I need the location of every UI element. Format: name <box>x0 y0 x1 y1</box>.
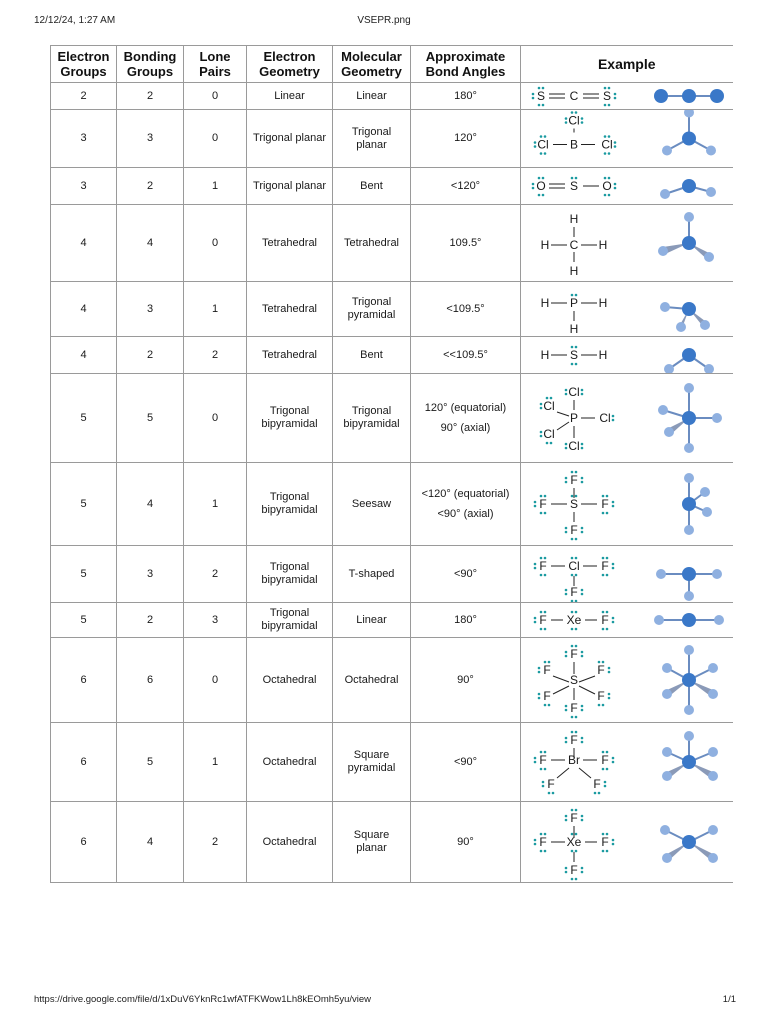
example-atom-label: F <box>570 733 578 747</box>
example-atom-label: Cl <box>537 137 549 152</box>
cell-molecular-geometry: Trigonal bipyramidal <box>333 374 411 463</box>
example-atom-label: P <box>569 296 579 310</box>
cell-bonding-groups: 5 <box>117 374 184 463</box>
lewis-structure <box>529 337 619 373</box>
outer-atom <box>658 246 668 256</box>
ball-and-stick-model <box>653 282 725 336</box>
outer-atom <box>654 615 664 625</box>
document-title: VSEPR.png <box>357 15 411 26</box>
example-atom-label: F <box>570 863 578 877</box>
cell-electron-groups: 2 <box>51 83 117 110</box>
cell-electron-geometry: Tetrahedral <box>247 282 333 337</box>
outer-atom <box>664 427 674 437</box>
central-atom <box>682 673 696 687</box>
central-atom <box>682 613 696 627</box>
table-row <box>51 83 733 110</box>
outer-atom <box>684 110 694 118</box>
example-atom-label: F <box>597 689 605 703</box>
table-header-row <box>51 46 733 83</box>
cell-example <box>521 802 733 883</box>
cell-bonding-groups: 2 <box>117 83 184 110</box>
cell-molecular-geometry: Seesaw <box>333 463 411 546</box>
central-atom <box>682 755 696 769</box>
cell-bonding-groups: 3 <box>117 546 184 603</box>
cell-bond-angles: 90° <box>411 802 521 883</box>
cell-electron-geometry: Octahedral <box>247 638 333 723</box>
cell-electron-geometry: Trigonal planar <box>247 168 333 205</box>
example-atom-label: H <box>569 264 579 278</box>
table-row <box>51 463 733 546</box>
example-atom-label: F <box>543 689 551 703</box>
lewis-structure <box>529 168 619 204</box>
lewis-structure <box>529 374 619 462</box>
cell-bonding-groups: 5 <box>117 723 184 802</box>
example-atom-label: F <box>547 777 555 791</box>
lewis-structure <box>529 282 619 336</box>
example-atom-label: Cl <box>568 439 580 453</box>
cell-bonding-groups: 2 <box>117 337 184 374</box>
example-atom-label: S <box>569 673 579 687</box>
central-atom <box>682 179 696 193</box>
example-atom-label: Xe <box>566 835 582 849</box>
cell-molecular-geometry: Trigonal pyramidal <box>333 282 411 337</box>
outer-atom <box>684 473 694 483</box>
cell-electron-groups: 6 <box>51 723 117 802</box>
table-row <box>51 546 733 603</box>
cell-bond-angles: <90° <box>411 723 521 802</box>
central-atom <box>682 132 696 146</box>
cell-molecular-geometry: T-shaped <box>333 546 411 603</box>
example-atom-label: Cl <box>601 137 613 152</box>
cell-electron-groups: 4 <box>51 337 117 374</box>
lewis-structure <box>529 603 619 637</box>
lewis-structure <box>529 205 619 281</box>
example-atom-label: F <box>570 811 578 825</box>
cell-bond-angles: <120° <box>411 168 521 205</box>
cell-lone-pairs: 1 <box>184 282 247 337</box>
outer-atom <box>700 320 710 330</box>
cell-lone-pairs: 2 <box>184 546 247 603</box>
example-atom-label: F <box>601 753 609 767</box>
example-atom-label: O <box>602 179 612 193</box>
cell-lone-pairs: 1 <box>184 723 247 802</box>
outer-atom <box>662 747 672 757</box>
cell-bond-angles: 120° (equatorial) 90° (axial) <box>411 374 521 463</box>
cell-electron-groups: 6 <box>51 638 117 723</box>
ball-and-stick-model <box>653 83 725 109</box>
cell-electron-geometry: Trigonal bipyramidal <box>247 603 333 638</box>
outer-atom <box>684 443 694 453</box>
cell-lone-pairs: 3 <box>184 603 247 638</box>
outer-atom <box>708 825 718 835</box>
cell-electron-geometry: Trigonal bipyramidal <box>247 463 333 546</box>
cell-example <box>521 638 733 723</box>
ball-and-stick-model <box>653 802 725 882</box>
example-atom-label: S <box>569 179 579 193</box>
example-atom-label: B <box>569 137 579 152</box>
outer-atom <box>708 771 718 781</box>
cell-bonding-groups: 4 <box>117 205 184 282</box>
outer-atom <box>684 525 694 535</box>
example-atom-label: F <box>570 523 578 537</box>
ball-and-stick-model <box>653 110 725 167</box>
cell-example <box>521 374 733 463</box>
outer-atom <box>662 146 672 156</box>
table-row <box>51 638 733 723</box>
lewis-structure <box>529 546 619 602</box>
outer-atom <box>706 187 716 197</box>
example-atom-label: H <box>598 238 608 252</box>
table-row <box>51 374 733 463</box>
example-atom-label: F <box>601 835 609 849</box>
cell-bonding-groups: 6 <box>117 638 184 723</box>
table-row <box>51 603 733 638</box>
cell-bond-angles: 180° <box>411 83 521 110</box>
cell-example <box>521 546 733 603</box>
cell-bond-angles: 120° <box>411 110 521 168</box>
example-atom-label: H <box>540 296 550 310</box>
cell-bond-angles: <90° <box>411 546 521 603</box>
cell-molecular-geometry: Linear <box>333 83 411 110</box>
cell-bonding-groups: 4 <box>117 463 184 546</box>
header-lone-pairs: Lone Pairs <box>184 46 247 83</box>
cell-bond-angles: 109.5° <box>411 205 521 282</box>
ball-and-stick-model <box>653 638 725 722</box>
example-atom-label: F <box>543 663 551 677</box>
header-electron-geometry: Electron Geometry <box>247 46 333 83</box>
central-atom <box>682 89 696 103</box>
cell-bonding-groups: 2 <box>117 603 184 638</box>
cell-example <box>521 337 733 374</box>
cell-bonding-groups: 2 <box>117 168 184 205</box>
header-bonding-groups: Bonding Groups <box>117 46 184 83</box>
example-atom-label: Cl <box>568 385 580 399</box>
cell-example <box>521 168 733 205</box>
example-atom-label: O <box>536 179 546 193</box>
outer-atom <box>708 689 718 699</box>
lewis-structure <box>529 723 619 801</box>
lewis-structure <box>529 802 619 882</box>
example-atom-label: C <box>569 89 579 103</box>
example-atom-label: F <box>570 473 578 487</box>
outer-atom <box>684 731 694 741</box>
cell-bond-angles: 180° <box>411 603 521 638</box>
cell-electron-groups: 5 <box>51 603 117 638</box>
lewis-structure <box>529 463 619 545</box>
example-atom-label: Cl <box>543 427 555 441</box>
outer-atom <box>684 645 694 655</box>
outer-atom <box>708 663 718 673</box>
outer-atom <box>660 825 670 835</box>
cell-example <box>521 83 733 110</box>
outer-atom <box>662 771 672 781</box>
example-atom-label: F <box>539 835 547 849</box>
outer-atom <box>712 413 722 423</box>
cell-example <box>521 463 733 546</box>
lewis-structure <box>529 83 619 109</box>
source-url[interactable]: https://drive.google.com/file/d/1xDuV6YknRc1wfATFKWow1Lh8kEOmh5yu/view <box>34 994 372 1005</box>
cell-bond-angles: 90° <box>411 638 521 723</box>
central-atom <box>682 835 696 849</box>
cell-example <box>521 723 733 802</box>
example-atom-label: F <box>593 777 601 791</box>
cell-bond-angles: <120° (equatorial) <90° (axial) <box>411 463 521 546</box>
cell-electron-geometry: Linear <box>247 83 333 110</box>
outer-atom <box>684 383 694 393</box>
cell-electron-groups: 4 <box>51 282 117 337</box>
example-atom-label: F <box>539 753 547 767</box>
header-molecular-geometry: Molecular Geometry <box>333 46 411 83</box>
outer-atom <box>676 322 686 332</box>
example-atom-label: Cl <box>599 411 611 425</box>
ball-and-stick-model <box>653 723 725 801</box>
example-atom-label: F <box>570 701 578 715</box>
example-atom-label: H <box>540 348 550 362</box>
lewis-structure <box>529 110 619 167</box>
cell-lone-pairs: 2 <box>184 337 247 374</box>
table-row <box>51 282 733 337</box>
outer-atom <box>660 189 670 199</box>
example-atom-label: H <box>598 348 608 362</box>
table-row <box>51 110 733 168</box>
ball-and-stick-model <box>653 205 725 281</box>
cell-example <box>521 282 733 337</box>
example-atom-label: H <box>598 296 608 310</box>
cell-molecular-geometry: Trigonal planar <box>333 110 411 168</box>
cell-electron-geometry: Trigonal planar <box>247 110 333 168</box>
central-atom <box>682 302 696 316</box>
example-atom-label: F <box>597 663 605 677</box>
page-number: 1/1 <box>722 994 736 1005</box>
cell-lone-pairs: 0 <box>184 83 247 110</box>
outer-atom <box>662 853 672 863</box>
outer-atom <box>708 853 718 863</box>
table-row <box>51 205 733 282</box>
cell-molecular-geometry: Octahedral <box>333 638 411 723</box>
central-atom <box>682 236 696 250</box>
outer-atom <box>656 569 666 579</box>
outer-atom <box>684 212 694 222</box>
example-atom-label: H <box>540 238 550 252</box>
outer-atom <box>706 146 716 156</box>
example-atom-label: F <box>601 497 609 511</box>
ball-and-stick-model <box>653 463 725 545</box>
example-atom-label: S <box>602 89 612 103</box>
example-atom-label: Cl <box>543 399 555 413</box>
example-atom-label: Cl <box>568 113 580 128</box>
example-atom-label: Xe <box>566 613 582 627</box>
ball-and-stick-model <box>653 337 725 373</box>
outer-atom <box>708 747 718 757</box>
outer-atom <box>712 569 722 579</box>
outer-atom <box>684 705 694 715</box>
cell-electron-geometry: Trigonal bipyramidal <box>247 546 333 603</box>
cell-bond-angles: <109.5° <box>411 282 521 337</box>
cell-molecular-geometry: Bent <box>333 168 411 205</box>
cell-example <box>521 603 733 638</box>
outer-atom <box>704 252 714 262</box>
example-atom-label: H <box>569 212 579 226</box>
outer-atom <box>700 487 710 497</box>
example-atom-label: H <box>569 322 579 336</box>
outer-atom <box>662 689 672 699</box>
outer-atom <box>660 302 670 312</box>
cell-electron-geometry: Trigonal bipyramidal <box>247 374 333 463</box>
example-atom-label: Br <box>568 753 580 767</box>
cell-electron-geometry: Octahedral <box>247 802 333 883</box>
header-bond-angles: Approximate Bond Angles <box>411 46 521 83</box>
example-atom-label: C <box>569 238 579 252</box>
ball-and-stick-model <box>653 546 725 602</box>
cell-molecular-geometry: Tetrahedral <box>333 205 411 282</box>
cell-bonding-groups: 4 <box>117 802 184 883</box>
cell-bonding-groups: 3 <box>117 110 184 168</box>
cell-electron-groups: 6 <box>51 802 117 883</box>
ball-and-stick-model <box>653 168 725 204</box>
cell-electron-geometry: Tetrahedral <box>247 337 333 374</box>
example-atom-label: F <box>570 585 578 599</box>
cell-electron-groups: 3 <box>51 110 117 168</box>
cell-lone-pairs: 0 <box>184 110 247 168</box>
cell-lone-pairs: 2 <box>184 802 247 883</box>
cell-molecular-geometry: Linear <box>333 603 411 638</box>
cell-electron-groups: 3 <box>51 168 117 205</box>
cell-bond-angles: <<109.5° <box>411 337 521 374</box>
example-atom-label: F <box>601 613 609 627</box>
table-row <box>51 168 733 205</box>
example-atom-label: F <box>601 559 609 573</box>
cell-lone-pairs: 1 <box>184 463 247 546</box>
example-atom-label: Cl <box>568 559 580 573</box>
lewis-structure <box>529 638 619 722</box>
cell-electron-geometry: Tetrahedral <box>247 205 333 282</box>
central-atom <box>682 497 696 511</box>
outer-atom <box>702 507 712 517</box>
outer-atom <box>684 591 694 601</box>
table-row <box>51 723 733 802</box>
example-atom-label: S <box>569 497 579 511</box>
print-timestamp: 12/12/24, 1:27 AM <box>34 15 116 26</box>
example-atom-label: P <box>569 411 579 425</box>
example-atom-label: F <box>570 647 578 661</box>
cell-lone-pairs: 1 <box>184 168 247 205</box>
cell-lone-pairs: 0 <box>184 638 247 723</box>
cell-electron-groups: 5 <box>51 546 117 603</box>
outer-atom <box>714 615 724 625</box>
central-atom <box>682 348 696 362</box>
cell-molecular-geometry: Bent <box>333 337 411 374</box>
table-row <box>51 802 733 883</box>
example-atom-label: S <box>536 89 546 103</box>
central-atom <box>682 567 696 581</box>
outer-atom <box>662 663 672 673</box>
cell-lone-pairs: 0 <box>184 374 247 463</box>
cell-example <box>521 110 733 168</box>
cell-example <box>521 205 733 282</box>
vsepr-table <box>50 45 733 883</box>
header-example: Example <box>521 46 733 83</box>
central-atom <box>682 411 696 425</box>
cell-molecular-geometry: Square planar <box>333 802 411 883</box>
table-row <box>51 337 733 374</box>
cell-bonding-groups: 3 <box>117 282 184 337</box>
ball-and-stick-model <box>653 603 725 637</box>
example-atom-label: F <box>539 497 547 511</box>
cell-electron-groups: 5 <box>51 463 117 546</box>
example-atom-label: S <box>569 348 579 362</box>
ball-and-stick-model <box>653 374 725 462</box>
example-atom-label: F <box>539 559 547 573</box>
cell-molecular-geometry: Square pyramidal <box>333 723 411 802</box>
outer-atom <box>658 405 668 415</box>
cell-lone-pairs: 0 <box>184 205 247 282</box>
example-atom-label: F <box>539 613 547 627</box>
cell-electron-groups: 5 <box>51 374 117 463</box>
cell-electron-geometry: Octahedral <box>247 723 333 802</box>
cell-electron-groups: 4 <box>51 205 117 282</box>
header-electron-groups: Electron Groups <box>51 46 117 83</box>
